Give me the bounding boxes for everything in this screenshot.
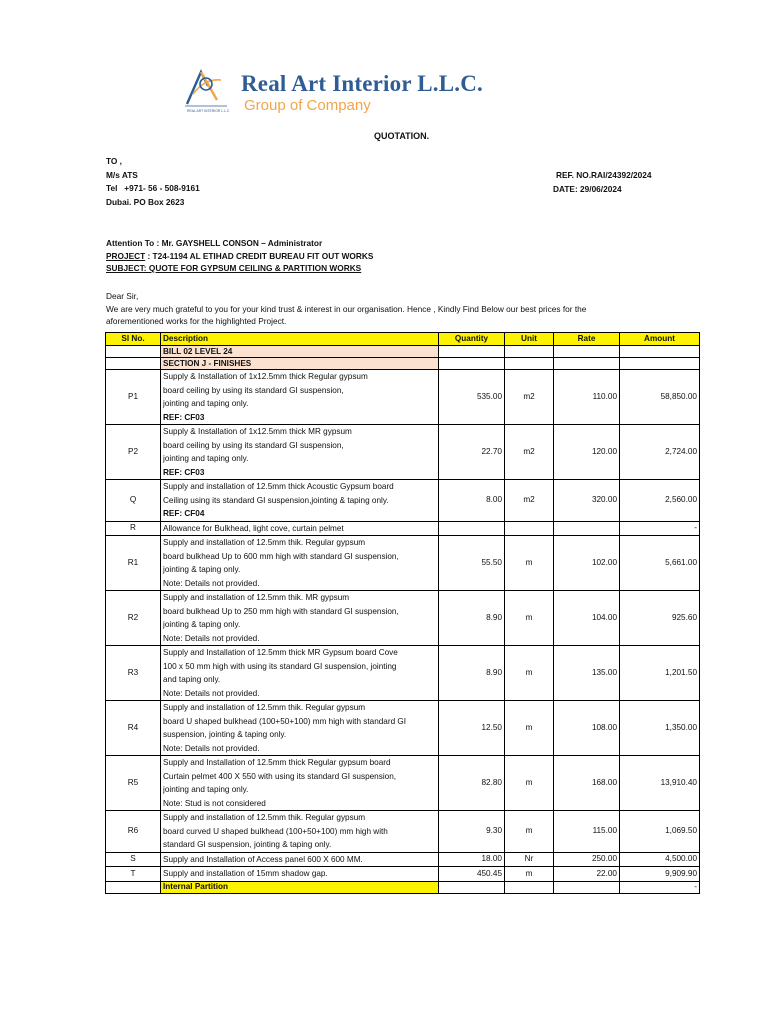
- description-line: Curtain pelmet 400 X 550 with using its standard GI suspension,: [163, 771, 397, 781]
- item-rate: 102.00: [554, 536, 620, 591]
- table-row: [106, 646, 700, 701]
- item-unit: m2: [505, 425, 554, 480]
- company-name: Real Art Interior L.L.C.: [241, 71, 484, 96]
- table-row: [106, 591, 700, 646]
- item-number: R5: [106, 756, 161, 811]
- description-line: suspension, jointing & taping only.: [163, 730, 287, 739]
- description-line: Note: Details not provided.: [163, 688, 260, 698]
- item-reference: REF: CF03: [163, 412, 205, 422]
- table-row: [106, 480, 700, 522]
- description-line: jointing and taping only.: [163, 785, 249, 794]
- table-row: [106, 811, 700, 853]
- item-quantity: 18.00: [439, 852, 505, 867]
- description-line: board bulkhead Up to 600 mm high with standard GI suspension,: [163, 551, 399, 561]
- description-line: Supply and Installation of 12.5mm thick Regular gypsum board: [163, 758, 391, 767]
- item-number: P1: [106, 370, 161, 425]
- column-header-rate: Rate: [554, 333, 620, 346]
- description-line: Supply & Installation of 1x12.5mm thick MR gypsum: [163, 427, 352, 436]
- description-line: Note: Details not provided.: [163, 578, 260, 588]
- item-number: Q: [106, 480, 161, 522]
- column-header-unit: Unit: [505, 333, 554, 346]
- table-row: [106, 701, 700, 756]
- item-unit: m: [505, 867, 554, 882]
- item-amount: 925.60: [620, 591, 700, 646]
- item-unit: m: [505, 591, 554, 646]
- item-number: P2: [106, 425, 161, 480]
- description-line: Supply and Installation of 12.5mm thick MR Gypsum board Cove: [163, 648, 398, 657]
- letter-body: [106, 292, 706, 330]
- item-rate: 115.00: [554, 811, 620, 853]
- description-line: jointing & taping only.: [163, 620, 241, 629]
- description-line: jointing and taping only.: [163, 454, 249, 463]
- item-number: R4: [106, 701, 161, 756]
- item-amount: 1,201.50: [620, 646, 700, 701]
- to-label: TO ,: [106, 156, 122, 166]
- letter-line-1: We are very much grateful to you for your kind trust & interest in our organisation. Hence , Kindly Find Below our best prices for the: [106, 303, 587, 314]
- quotation-table: [105, 332, 700, 894]
- column-header-sl: Sl No.: [106, 333, 161, 346]
- description-line: board bulkhead Up to 250 mm high with standard GI suspension,: [163, 606, 399, 616]
- company-logo: [181, 64, 233, 114]
- item-amount: 2,724.00: [620, 425, 700, 480]
- table-row: [106, 425, 700, 480]
- item-reference: REF: CF03: [163, 467, 205, 477]
- item-description: [161, 867, 439, 882]
- partition-amount: -: [620, 881, 700, 893]
- partition-heading-row: [106, 881, 700, 893]
- item-quantity: 535.00: [439, 370, 505, 425]
- item-rate: 320.00: [554, 480, 620, 522]
- column-header-description: Description: [161, 333, 439, 346]
- recipient-name: M/s ATS: [106, 169, 138, 180]
- description-line: Supply and installation of 12.5mm thik. Regular gypsum: [163, 538, 366, 547]
- item-quantity: 450.45: [439, 867, 505, 882]
- description-line: Note: Stud is not considered: [163, 798, 266, 808]
- item-amount: 2,560.00: [620, 480, 700, 522]
- reference-number: REF. NO.RAI/24392/2024: [556, 170, 652, 180]
- bill-heading-row: [106, 346, 700, 358]
- item-amount: 4,500.00: [620, 852, 700, 867]
- item-rate: 110.00: [554, 370, 620, 425]
- item-description: [161, 811, 439, 853]
- recipient-address: Dubai. PO Box 2623: [106, 196, 185, 207]
- description-line: Supply and installation of 12.5mm thick Acoustic Gypsum board: [163, 482, 394, 491]
- attention-line: Attention To : Mr. GAYSHELL CONSON – Administrator: [106, 238, 323, 248]
- item-number: R2: [106, 591, 161, 646]
- item-quantity: 12.50: [439, 701, 505, 756]
- item-description: [161, 852, 439, 867]
- description-line: Note: Details not provided.: [163, 633, 260, 643]
- project-line: PROJECT : T24-1194 AL ETIHAD CREDIT BUREAU FIT OUT WORKS: [106, 250, 374, 261]
- table-row: [106, 756, 700, 811]
- item-quantity: 8.00: [439, 480, 505, 522]
- item-amount: 5,661.00: [620, 536, 700, 591]
- letter-line-2: aforementioned works for the highlighted Project.: [106, 316, 287, 326]
- quote-date: DATE: 29/06/2024: [553, 183, 622, 194]
- item-quantity: 82.80: [439, 756, 505, 811]
- item-unit: Nr: [505, 852, 554, 867]
- table-header-row: [106, 333, 700, 346]
- item-quantity: 8.90: [439, 646, 505, 701]
- item-rate: [554, 521, 620, 536]
- item-rate: 104.00: [554, 591, 620, 646]
- description-line: Supply and installation of 12.5mm thik. Regular gypsum: [163, 813, 366, 822]
- description-line: Allowance for Bulkhead, light cove, curtain pelmet: [163, 523, 344, 533]
- item-number: S: [106, 852, 161, 867]
- description-line: Note: Details not provided.: [163, 743, 260, 753]
- table-row: [106, 370, 700, 425]
- item-unit: m: [505, 536, 554, 591]
- partition-heading: Internal Partition: [161, 881, 439, 893]
- description-line: Ceiling using its standard GI suspension,jointing & taping only.: [163, 495, 389, 505]
- item-unit: m: [505, 646, 554, 701]
- item-description: [161, 701, 439, 756]
- item-description: [161, 370, 439, 425]
- recipient-phone: Tel +971- 56 - 508-9161: [106, 183, 200, 193]
- item-unit: m2: [505, 480, 554, 522]
- item-description: [161, 756, 439, 811]
- item-description: [161, 646, 439, 701]
- item-quantity: 8.90: [439, 591, 505, 646]
- description-line: Supply and installation of 12.5mm thik. Regular gypsum: [163, 703, 366, 712]
- description-line: 100 x 50 mm high with using its standard GI suspension, jointing: [163, 661, 397, 671]
- item-number: R: [106, 521, 161, 536]
- item-unit: [505, 521, 554, 536]
- item-amount: 58,850.00: [620, 370, 700, 425]
- item-rate: 22.00: [554, 867, 620, 882]
- column-header-amount: Amount: [620, 333, 700, 346]
- subject-line: SUBJECT: QUOTE FOR GYPSUM CEILING & PARTITION WORKS: [106, 263, 362, 273]
- recipient-block: [106, 157, 200, 211]
- item-number: T: [106, 867, 161, 882]
- item-unit: m2: [505, 370, 554, 425]
- item-amount: -: [620, 521, 700, 536]
- table-row: [106, 521, 700, 536]
- document-title: QUOTATION.: [374, 131, 430, 141]
- reference-block: [553, 170, 652, 198]
- description-line: Supply & Installation of 1x12.5mm thick Regular gypsum: [163, 372, 368, 381]
- description-line: Supply and installation of 12.5mm thik. MR gypsum: [163, 593, 350, 602]
- item-number: R3: [106, 646, 161, 701]
- item-number: R6: [106, 811, 161, 853]
- item-description: [161, 591, 439, 646]
- item-rate: 108.00: [554, 701, 620, 756]
- item-reference: REF: CF04: [163, 509, 205, 518]
- salutation: Dear Sir,: [106, 291, 139, 301]
- table-row: [106, 852, 700, 867]
- item-rate: 120.00: [554, 425, 620, 480]
- table-row: [106, 536, 700, 591]
- item-description: [161, 536, 439, 591]
- bill-heading: BILL 02 LEVEL 24: [161, 346, 439, 358]
- section-heading-row: [106, 358, 700, 370]
- table-row: [106, 867, 700, 882]
- item-number: R1: [106, 536, 161, 591]
- item-unit: m: [505, 811, 554, 853]
- attention-block: [106, 239, 373, 277]
- item-quantity: [439, 521, 505, 536]
- company-tagline: Group of Company: [244, 97, 371, 114]
- column-header-quantity: Quantity: [439, 333, 505, 346]
- item-amount: 1,350.00: [620, 701, 700, 756]
- description-line: Supply and Installation of Access panel 600 X 600 MM.: [163, 854, 363, 864]
- description-line: jointing & taping only.: [163, 565, 241, 574]
- item-description: [161, 521, 439, 536]
- description-line: board ceiling by using its standard GI suspension,: [163, 385, 344, 395]
- item-unit: m: [505, 756, 554, 811]
- logo-text: REAL ART INTERIOR L.L.C: [187, 109, 230, 113]
- item-amount: 13,910.40: [620, 756, 700, 811]
- description-line: and taping only.: [163, 675, 221, 684]
- item-quantity: 9.30: [439, 811, 505, 853]
- description-line: standard GI suspension, jointing & taping only.: [163, 840, 332, 849]
- item-quantity: 55.50: [439, 536, 505, 591]
- item-amount: 9,909.90: [620, 867, 700, 882]
- item-rate: 250.00: [554, 852, 620, 867]
- description-line: board U shaped bulkhead (100+50+100) mm high with standard GI: [163, 716, 407, 726]
- item-amount: 1,069.50: [620, 811, 700, 853]
- description-line: jointing and taping only.: [163, 399, 249, 408]
- item-description: [161, 425, 439, 480]
- item-rate: 168.00: [554, 756, 620, 811]
- description-line: board curved U shaped bulkhead (100+50+100) mm high with: [163, 826, 388, 836]
- item-unit: m: [505, 701, 554, 756]
- section-heading: SECTION J - FINISHES: [161, 358, 439, 370]
- item-rate: 135.00: [554, 646, 620, 701]
- description-line: Supply and installation of 15mm shadow gap.: [163, 869, 328, 878]
- item-description: [161, 480, 439, 522]
- description-line: board ceiling by using its standard GI suspension,: [163, 440, 344, 450]
- item-quantity: 22.70: [439, 425, 505, 480]
